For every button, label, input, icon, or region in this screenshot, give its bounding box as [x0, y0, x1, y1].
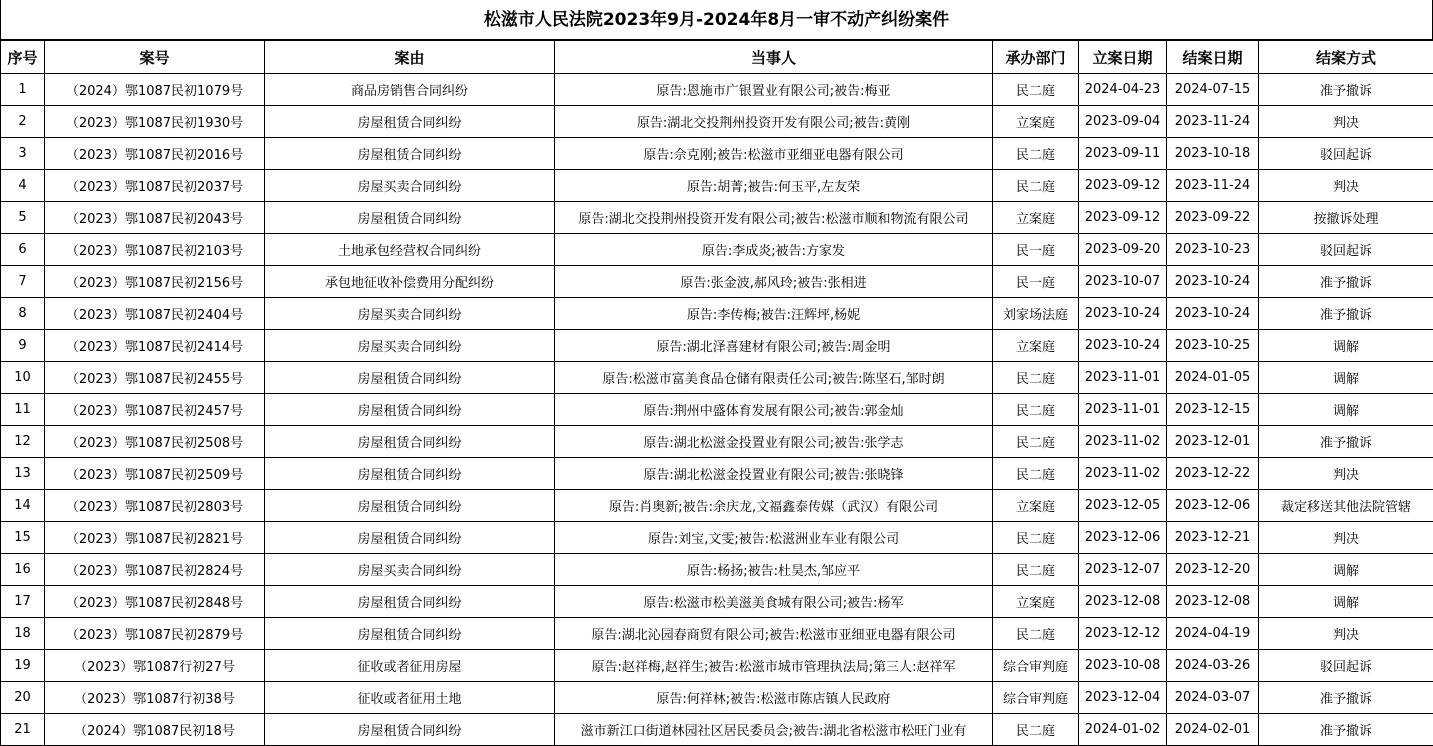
table-row — [1, 266, 1433, 298]
header-filing-date[interactable]: 立案日期 — [1079, 41, 1167, 74]
cell-parties[interactable]: 原告:李成炎;被告:方家发 — [555, 234, 993, 266]
cell-parties[interactable]: 原告:荆州中盛体育发展有限公司;被告:郭金灿 — [555, 394, 993, 426]
cell-department[interactable]: 民一庭 — [993, 234, 1079, 266]
cell-case-number[interactable]: （2024）鄂1087民初1079号 — [45, 74, 265, 106]
cell-filing-date[interactable]: 2023-12-06 — [1079, 522, 1167, 554]
table-row — [1, 554, 1433, 586]
cell-closing-method[interactable]: 调解 — [1259, 586, 1433, 618]
cell-closing-method[interactable]: 判决 — [1259, 522, 1433, 554]
cell-closing-date[interactable]: 2023-11-24 — [1167, 106, 1259, 138]
cell-department[interactable]: 民二庭 — [993, 74, 1079, 106]
cell-closing-method[interactable]: 调解 — [1259, 362, 1433, 394]
cell-cause[interactable]: 房屋租赁合同纠纷 — [265, 202, 555, 234]
cell-closing-method[interactable]: 按撤诉处理 — [1259, 202, 1433, 234]
cell-parties[interactable]: 滋市新江口街道林园社区居民委员会;被告:湖北省松滋市松旺门业有 — [555, 714, 993, 746]
cell-department[interactable]: 立案庭 — [993, 202, 1079, 234]
cell-case-number[interactable]: （2023）鄂1087民初2803号 — [45, 490, 265, 522]
cell-department[interactable]: 立案庭 — [993, 330, 1079, 362]
cell-parties[interactable]: 原告:赵祥梅,赵祥生;被告:松滋市城市管理执法局;第三人:赵祥军 — [555, 650, 993, 682]
cell-case-number[interactable]: （2023）鄂1087行初38号 — [45, 682, 265, 714]
cell-closing-method[interactable]: 判决 — [1259, 618, 1433, 650]
cell-cause[interactable]: 房屋租赁合同纠纷 — [265, 714, 555, 746]
cell-cause[interactable]: 商品房销售合同纠纷 — [265, 74, 555, 106]
cell-department[interactable]: 综合审判庭 — [993, 650, 1079, 682]
cell-parties[interactable]: 原告:湖北交投荆州投资开发有限公司;被告:松滋市顺和物流有限公司 — [555, 202, 993, 234]
cell-department[interactable]: 民二庭 — [993, 714, 1079, 746]
page-title: 松滋市人民法院2023年9月-2024年8月一审不动产纠纷案件 — [0, 0, 1433, 40]
cell-filing-date[interactable]: 2023-11-02 — [1079, 426, 1167, 458]
cell-department[interactable]: 民二庭 — [993, 618, 1079, 650]
cell-index[interactable]: 14 — [1, 490, 45, 522]
header-department[interactable]: 承办部门 — [993, 41, 1079, 74]
cell-index[interactable]: 9 — [1, 330, 45, 362]
cell-closing-date[interactable]: 2024-04-19 — [1167, 618, 1259, 650]
cell-index[interactable]: 10 — [1, 362, 45, 394]
cell-closing-method[interactable]: 驳回起诉 — [1259, 138, 1433, 170]
cell-cause[interactable]: 承包地征收补偿费用分配纠纷 — [265, 266, 555, 298]
case-table — [0, 40, 1433, 746]
cell-case-number[interactable]: （2023）鄂1087民初2103号 — [45, 234, 265, 266]
cell-closing-date[interactable]: 2023-12-06 — [1167, 490, 1259, 522]
table-row — [1, 682, 1433, 714]
cell-cause[interactable]: 房屋租赁合同纠纷 — [265, 394, 555, 426]
cell-index[interactable]: 21 — [1, 714, 45, 746]
cell-cause[interactable]: 房屋租赁合同纠纷 — [265, 426, 555, 458]
cell-closing-method[interactable]: 准予撤诉 — [1259, 298, 1433, 330]
cell-parties[interactable]: 原告:刘宝,文雯;被告:松滋洲业车业有限公司 — [555, 522, 993, 554]
cell-parties[interactable]: 原告:杨扬;被告:杜昊杰,邹应平 — [555, 554, 993, 586]
cell-closing-date[interactable]: 2024-03-07 — [1167, 682, 1259, 714]
table-row — [1, 106, 1433, 138]
cell-filing-date[interactable]: 2023-10-24 — [1079, 298, 1167, 330]
cell-filing-date[interactable]: 2023-09-11 — [1079, 138, 1167, 170]
cell-department[interactable]: 民二庭 — [993, 138, 1079, 170]
cell-case-number[interactable]: （2023）鄂1087行初27号 — [45, 650, 265, 682]
cell-department[interactable]: 立案庭 — [993, 586, 1079, 618]
cell-cause[interactable]: 房屋租赁合同纠纷 — [265, 490, 555, 522]
header-closing-method[interactable]: 结案方式 — [1259, 41, 1433, 74]
cell-parties[interactable]: 原告:张金波,郝风玲;被告:张相进 — [555, 266, 993, 298]
table-row — [1, 202, 1433, 234]
header-closing-date[interactable]: 结案日期 — [1167, 41, 1259, 74]
cell-filing-date[interactable]: 2024-04-23 — [1079, 74, 1167, 106]
cell-case-number[interactable]: （2023）鄂1087民初1930号 — [45, 106, 265, 138]
cell-cause[interactable]: 房屋租赁合同纠纷 — [265, 106, 555, 138]
header-parties[interactable]: 当事人 — [555, 41, 993, 74]
cell-department[interactable]: 立案庭 — [993, 490, 1079, 522]
cell-closing-method[interactable]: 判决 — [1259, 170, 1433, 202]
cell-case-number[interactable]: （2023）鄂1087民初2824号 — [45, 554, 265, 586]
cell-department[interactable]: 综合审判庭 — [993, 682, 1079, 714]
cell-closing-date[interactable]: 2023-12-20 — [1167, 554, 1259, 586]
cell-cause[interactable]: 房屋租赁合同纠纷 — [265, 586, 555, 618]
cell-index[interactable]: 2 — [1, 106, 45, 138]
cell-index[interactable]: 8 — [1, 298, 45, 330]
cell-filing-date[interactable]: 2023-12-12 — [1079, 618, 1167, 650]
cell-case-number[interactable]: （2023）鄂1087民初2509号 — [45, 458, 265, 490]
header-row — [1, 41, 1433, 74]
cell-department[interactable]: 民二庭 — [993, 394, 1079, 426]
cell-filing-date[interactable]: 2023-10-08 — [1079, 650, 1167, 682]
cell-index[interactable]: 7 — [1, 266, 45, 298]
cell-closing-method[interactable]: 判决 — [1259, 458, 1433, 490]
cell-closing-method[interactable]: 调解 — [1259, 554, 1433, 586]
cell-parties[interactable]: 原告:松滋市富美食品仓储有限责任公司;被告:陈坚石,邹时朗 — [555, 362, 993, 394]
cell-index[interactable]: 18 — [1, 618, 45, 650]
cell-index[interactable]: 3 — [1, 138, 45, 170]
cell-index[interactable]: 11 — [1, 394, 45, 426]
cell-case-number[interactable]: （2023）鄂1087民初2879号 — [45, 618, 265, 650]
cell-filing-date[interactable]: 2023-12-04 — [1079, 682, 1167, 714]
cell-filing-date[interactable]: 2023-12-08 — [1079, 586, 1167, 618]
cell-closing-date[interactable]: 2024-03-26 — [1167, 650, 1259, 682]
cell-closing-method[interactable]: 驳回起诉 — [1259, 234, 1433, 266]
cell-department[interactable]: 民二庭 — [993, 426, 1079, 458]
cell-filing-date[interactable]: 2023-09-20 — [1079, 234, 1167, 266]
cell-closing-date[interactable]: 2023-10-23 — [1167, 234, 1259, 266]
table-row — [1, 490, 1433, 522]
cell-cause[interactable]: 房屋买卖合同纠纷 — [265, 554, 555, 586]
cell-cause[interactable]: 征收或者征用房屋 — [265, 650, 555, 682]
cell-cause[interactable]: 房屋买卖合同纠纷 — [265, 170, 555, 202]
cell-case-number[interactable]: （2023）鄂1087民初2404号 — [45, 298, 265, 330]
table-row — [1, 650, 1433, 682]
cell-case-number[interactable]: （2024）鄂1087民初18号 — [45, 714, 265, 746]
cell-index[interactable]: 6 — [1, 234, 45, 266]
header-case-number[interactable]: 案号 — [45, 41, 265, 74]
cell-index[interactable]: 4 — [1, 170, 45, 202]
table-row — [1, 618, 1433, 650]
cell-department[interactable]: 立案庭 — [993, 106, 1079, 138]
cell-department[interactable]: 民二庭 — [993, 362, 1079, 394]
table-row — [1, 426, 1433, 458]
cell-filing-date[interactable]: 2023-10-07 — [1079, 266, 1167, 298]
cell-department[interactable]: 民二庭 — [993, 458, 1079, 490]
cell-closing-date[interactable]: 2023-11-24 — [1167, 170, 1259, 202]
cell-department[interactable]: 民二庭 — [993, 554, 1079, 586]
cell-cause[interactable]: 土地承包经营权合同纠纷 — [265, 234, 555, 266]
cell-closing-date[interactable]: 2023-12-08 — [1167, 586, 1259, 618]
cell-closing-method[interactable]: 准予撤诉 — [1259, 74, 1433, 106]
cell-closing-date[interactable]: 2023-09-22 — [1167, 202, 1259, 234]
cell-closing-date[interactable]: 2023-10-24 — [1167, 298, 1259, 330]
cell-filing-date[interactable]: 2023-12-07 — [1079, 554, 1167, 586]
cell-closing-method[interactable]: 驳回起诉 — [1259, 650, 1433, 682]
cell-parties[interactable]: 原告:湖北泽喜建材有限公司;被告:周金明 — [555, 330, 993, 362]
cell-parties[interactable]: 原告:李传梅;被告:汪辉坪,杨妮 — [555, 298, 993, 330]
cell-closing-date[interactable]: 2023-10-18 — [1167, 138, 1259, 170]
cell-parties[interactable]: 原告:湖北交投荆州投资开发有限公司;被告:黄刚 — [555, 106, 993, 138]
cell-closing-method[interactable]: 判决 — [1259, 106, 1433, 138]
cell-cause[interactable]: 房屋租赁合同纠纷 — [265, 618, 555, 650]
cell-cause[interactable]: 房屋租赁合同纠纷 — [265, 458, 555, 490]
table-row — [1, 138, 1433, 170]
cell-filing-date[interactable]: 2023-09-12 — [1079, 202, 1167, 234]
table-row — [1, 234, 1433, 266]
table-row — [1, 458, 1433, 490]
table-row — [1, 394, 1433, 426]
cell-filing-date[interactable]: 2024-01-02 — [1079, 714, 1167, 746]
cell-cause[interactable]: 房屋租赁合同纠纷 — [265, 362, 555, 394]
cell-cause[interactable]: 房屋买卖合同纠纷 — [265, 298, 555, 330]
cell-index[interactable]: 19 — [1, 650, 45, 682]
cell-department[interactable]: 刘家场法庭 — [993, 298, 1079, 330]
cell-case-number[interactable]: （2023）鄂1087民初2043号 — [45, 202, 265, 234]
cell-closing-method[interactable]: 准予撤诉 — [1259, 426, 1433, 458]
cell-cause[interactable]: 征收或者征用土地 — [265, 682, 555, 714]
cell-closing-method[interactable]: 调解 — [1259, 330, 1433, 362]
cell-closing-method[interactable]: 裁定移送其他法院管辖 — [1259, 490, 1433, 522]
cell-index[interactable]: 12 — [1, 426, 45, 458]
cell-closing-date[interactable]: 2024-07-15 — [1167, 74, 1259, 106]
cell-closing-date[interactable]: 2024-01-05 — [1167, 362, 1259, 394]
cell-department[interactable]: 民二庭 — [993, 170, 1079, 202]
cell-case-number[interactable]: （2023）鄂1087民初2414号 — [45, 330, 265, 362]
cell-parties[interactable]: 原告:湖北沁园春商贸有限公司;被告:松滋市亚细亚电器有限公司 — [555, 618, 993, 650]
cell-parties[interactable]: 原告:松滋市松美滋美食城有限公司;被告:杨军 — [555, 586, 993, 618]
cell-cause[interactable]: 房屋租赁合同纠纷 — [265, 138, 555, 170]
cell-index[interactable]: 20 — [1, 682, 45, 714]
cell-index[interactable]: 17 — [1, 586, 45, 618]
table-row — [1, 714, 1433, 746]
table-row — [1, 170, 1433, 202]
table-row — [1, 330, 1433, 362]
cell-filing-date[interactable]: 2023-09-12 — [1079, 170, 1167, 202]
cell-parties[interactable]: 原告:佘克刚;被告:松滋市亚细亚电器有限公司 — [555, 138, 993, 170]
cell-case-number[interactable]: （2023）鄂1087民初2848号 — [45, 586, 265, 618]
cell-index[interactable]: 13 — [1, 458, 45, 490]
cell-case-number[interactable]: （2023）鄂1087民初2821号 — [45, 522, 265, 554]
table-row — [1, 586, 1433, 618]
cell-case-number[interactable]: （2023）鄂1087民初2455号 — [45, 362, 265, 394]
table-row — [1, 362, 1433, 394]
cell-index[interactable]: 1 — [1, 74, 45, 106]
cell-closing-date[interactable]: 2023-12-21 — [1167, 522, 1259, 554]
cell-cause[interactable]: 房屋买卖合同纠纷 — [265, 330, 555, 362]
header-cause[interactable]: 案由 — [265, 41, 555, 74]
cell-parties[interactable]: 原告:湖北松滋金投置业有限公司;被告:张晓锋 — [555, 458, 993, 490]
cell-filing-date[interactable]: 2023-11-01 — [1079, 394, 1167, 426]
cell-filing-date[interactable]: 2023-11-01 — [1079, 362, 1167, 394]
cell-index[interactable]: 5 — [1, 202, 45, 234]
cell-case-number[interactable]: （2023）鄂1087民初2016号 — [45, 138, 265, 170]
cell-filing-date[interactable]: 2023-12-05 — [1079, 490, 1167, 522]
cell-parties[interactable]: 原告:湖北松滋金投置业有限公司;被告:张学志 — [555, 426, 993, 458]
table-row — [1, 298, 1433, 330]
cell-closing-date[interactable]: 2023-10-25 — [1167, 330, 1259, 362]
cell-case-number[interactable]: （2023）鄂1087民初2037号 — [45, 170, 265, 202]
cell-closing-method[interactable]: 准予撤诉 — [1259, 714, 1433, 746]
cell-closing-method[interactable]: 准予撤诉 — [1259, 266, 1433, 298]
cell-closing-date[interactable]: 2023-12-22 — [1167, 458, 1259, 490]
cell-closing-date[interactable]: 2023-12-15 — [1167, 394, 1259, 426]
cell-closing-date[interactable]: 2024-02-01 — [1167, 714, 1259, 746]
cell-parties[interactable]: 原告:恩施市广银置业有限公司;被告:梅亚 — [555, 74, 993, 106]
table-body — [1, 74, 1433, 746]
cell-index[interactable]: 15 — [1, 522, 45, 554]
cell-filing-date[interactable]: 2023-10-24 — [1079, 330, 1167, 362]
table-row — [1, 522, 1433, 554]
cell-department[interactable]: 民一庭 — [993, 266, 1079, 298]
table-row — [1, 74, 1433, 106]
cell-case-number[interactable]: （2023）鄂1087民初2508号 — [45, 426, 265, 458]
cell-case-number[interactable]: （2023）鄂1087民初2457号 — [45, 394, 265, 426]
cell-parties[interactable]: 原告:胡菁;被告:何玉平,左友荣 — [555, 170, 993, 202]
cell-filing-date[interactable]: 2023-11-02 — [1079, 458, 1167, 490]
cell-cause[interactable]: 房屋租赁合同纠纷 — [265, 522, 555, 554]
cell-closing-date[interactable]: 2023-12-01 — [1167, 426, 1259, 458]
cell-parties[interactable]: 原告:何祥林;被告:松滋市陈店镇人民政府 — [555, 682, 993, 714]
cell-closing-method[interactable]: 调解 — [1259, 394, 1433, 426]
cell-parties[interactable]: 原告:肖奥新;被告:余庆龙,文福鑫泰传媒（武汉）有限公司 — [555, 490, 993, 522]
cell-case-number[interactable]: （2023）鄂1087民初2156号 — [45, 266, 265, 298]
cell-filing-date[interactable]: 2023-09-04 — [1079, 106, 1167, 138]
cell-department[interactable]: 民二庭 — [993, 522, 1079, 554]
cell-closing-method[interactable]: 准予撤诉 — [1259, 682, 1433, 714]
header-index[interactable]: 序号 — [1, 41, 45, 74]
cell-index[interactable]: 16 — [1, 554, 45, 586]
cell-closing-date[interactable]: 2023-10-24 — [1167, 266, 1259, 298]
